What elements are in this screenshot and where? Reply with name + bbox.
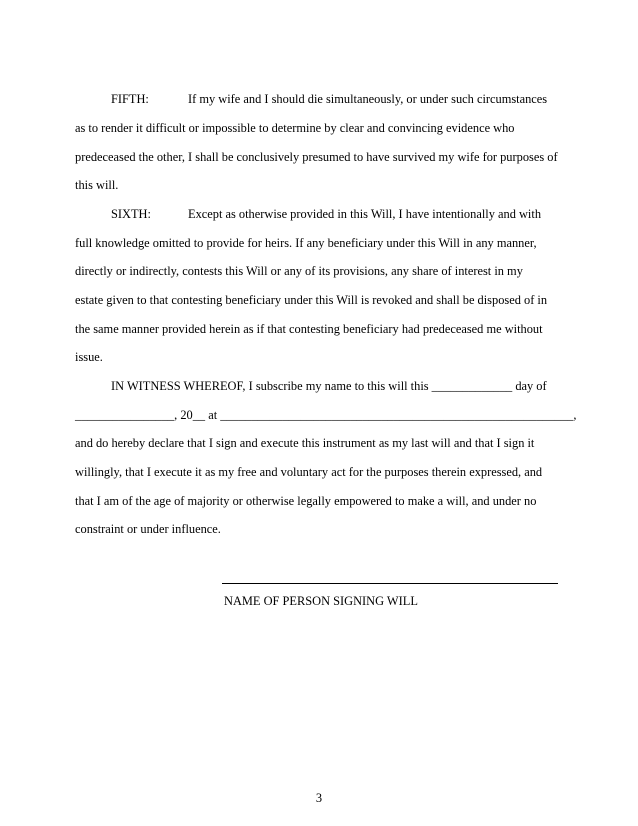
sixth-line-text: Except as otherwise provided in this Will, I have intentionally and with bbox=[188, 207, 542, 221]
sixth-paragraph-line-4: estate given to that contesting beneficiary under this Will is revoked and shall be disposed of in bbox=[75, 293, 548, 307]
fifth-heading: FIFTH: bbox=[111, 92, 149, 106]
sixth-paragraph-line-3: directly or indirectly, contests this Will or any of its provisions, any share of interest in my bbox=[75, 264, 523, 278]
fifth-line-text: If my wife and I should die simultaneously, or under such circumstances bbox=[188, 92, 548, 106]
fifth-paragraph-line-3: predeceased the other, I shall be conclusively presumed to have survived my wife for purposes of bbox=[75, 150, 558, 164]
witness-paragraph-line-5: that I am of the age of majority or otherwise legally empowered to make a will, and under no bbox=[75, 494, 537, 508]
sixth-paragraph-line-2: full knowledge omitted to provide for heirs. If any beneficiary under this Will in any manner, bbox=[75, 236, 537, 250]
fifth-paragraph-line-1 bbox=[111, 91, 547, 107]
sixth-paragraph-line-6: issue. bbox=[75, 350, 103, 364]
witness-paragraph-line-1: IN WITNESS WHEREOF, I subscribe my name to this will this _____________ day of bbox=[111, 379, 547, 393]
signature-line[interactable] bbox=[222, 583, 558, 584]
sixth-heading: SIXTH: bbox=[111, 207, 151, 221]
witness-paragraph-line-6: constraint or under influence. bbox=[75, 522, 221, 536]
witness-paragraph-line-4: willingly, that I execute it as my free and voluntary act for the purposes therein expressed, and bbox=[75, 465, 543, 479]
fifth-paragraph-line-2: as to render it difficult or impossible to determine by clear and convincing evidence who bbox=[75, 121, 515, 135]
page-number: 3 bbox=[315, 791, 323, 805]
sixth-paragraph-line-5: the same manner provided herein as if that contesting beneficiary had predeceased me without bbox=[75, 322, 543, 336]
signature-label: NAME OF PERSON SIGNING WILL bbox=[224, 594, 418, 608]
sixth-paragraph-line-1 bbox=[111, 206, 541, 222]
fifth-paragraph-line-4: this will. bbox=[75, 178, 119, 192]
witness-paragraph-line-2: ________________, 20__ at _________________________________________________________, bbox=[75, 408, 577, 422]
witness-paragraph-line-3: and do hereby declare that I sign and execute this instrument as my last will and that I sign it bbox=[75, 436, 535, 450]
